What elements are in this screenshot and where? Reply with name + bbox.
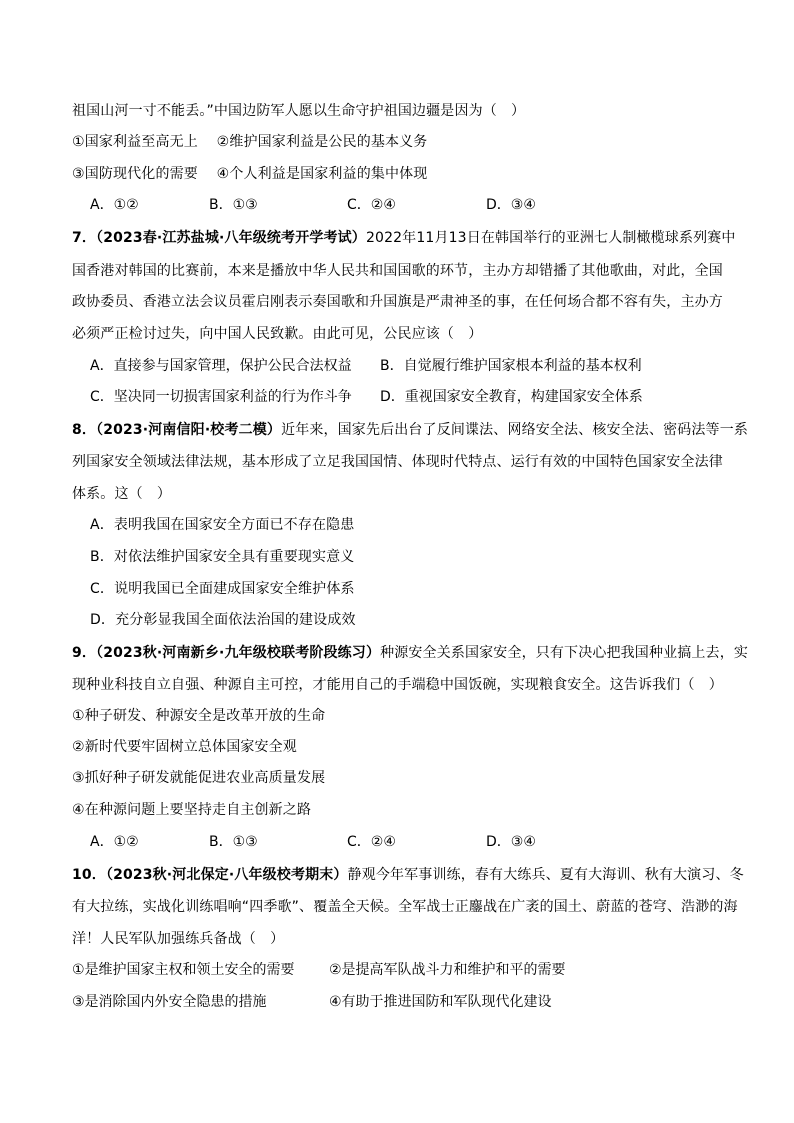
q9-statement-2: ②新时代要牢固树立总体国家安全观 — [72, 739, 297, 755]
q10-stem-line-1 — [72, 865, 744, 885]
q9-statement-1: ①种子研发、种源安全是改革开放的生命 — [72, 708, 326, 724]
q9-stem-line-1 — [72, 643, 748, 663]
q6-statements-2: ③国防现代化的需要 ④个人利益是国家利益的集中体现 — [72, 166, 428, 182]
q6-option-d: D．③④ — [486, 197, 536, 213]
q6-option-c: C．②④ — [347, 197, 396, 213]
q7-option-d: D．重视国家安全教育，构建国家安全体系 — [380, 389, 643, 405]
q7-option-b: B．自觉履行维护国家根本利益的基本权利 — [380, 358, 642, 374]
q7-stem-line-1 — [72, 228, 736, 248]
q10-statement-1: ①是维护国家主权和领土安全的需要 — [72, 962, 295, 978]
q8-option-c: C．说明我国已全面建成国家安全维护体系 — [90, 581, 355, 597]
q9-statement-4: ④在种源问题上要坚持走自主创新之路 — [72, 802, 312, 818]
q10-statements-row-2 — [0, 992, 794, 1012]
q10-stem-text: 静观今年军事训练，春有大练兵、夏有大海训、秋有大演习、冬 — [347, 867, 744, 883]
q8-option-b: B．对依法维护国家安全具有重要现实意义 — [90, 549, 355, 565]
q7-stem-line-3: 政协委员、香港立法会议员霍启刚表示奏国歌和升国旗是严肃神圣的事，在任何场合都不容有失，主办方 — [72, 294, 723, 310]
q10-source: （2023秋·河北保定·八年级校考期末） — [105, 867, 348, 883]
q9-option-b: B．①③ — [209, 834, 258, 850]
q10-number: 10． — [72, 867, 106, 883]
q10-statements-row-1 — [0, 960, 794, 980]
q7-stem-text: 2022年11月13日在韩国举行的亚洲七人制橄榄球系列赛中 — [365, 230, 736, 246]
q10-stem-line-3: 洋！人民军队加强练兵备战（ ） — [72, 931, 285, 947]
q9-option-c: C．②④ — [347, 834, 396, 850]
q8-stem-line-2: 列国家安全领域法律法规，基本形成了立足我国国情、体现时代特点、运行有效的中国特色国家安全法律 — [72, 454, 723, 470]
q10-statement-2: ②是提高军队战斗力和维护和平的需要 — [329, 962, 566, 978]
q9-option-d: D．③④ — [486, 834, 536, 850]
q8-stem-text: 近年来，国家先后出台了反间谍法、网络安全法、核安全法、密码法等一系 — [281, 422, 749, 438]
q7-number: 7． — [72, 230, 97, 246]
q7-source: （2023春·江苏盐城·八年级统考开学考试） — [96, 230, 366, 246]
q7-options-row-1 — [0, 356, 794, 376]
q8-option-a: A．表明我国在国家安全方面已不存在隐患 — [90, 517, 355, 533]
q6-stem-line: 祖国山河一寸不能丢。”中国边防军人愿以生命守护祖国边疆是因为（ ） — [72, 103, 526, 119]
q10-statement-4: ④有助于推进国防和军队现代化建设 — [329, 994, 552, 1010]
q6-options — [0, 195, 794, 215]
q8-option-d: D．充分彰显我国全面依法治国的建设成效 — [90, 612, 356, 628]
q8-stem-line-3: 体系。这（ ） — [72, 486, 172, 502]
q9-stem-line-2: 现种业科技自立自强、种源自主可控，才能用自己的手端稳中国饭碗，实现粮食安全。这告诉我们（ ） — [72, 677, 723, 693]
q6-statements-1: ①国家利益至高无上 ②维护国家利益是公民的基本义务 — [72, 134, 428, 150]
q9-option-a: A．①② — [90, 834, 139, 850]
q6-option-b: B．①③ — [209, 197, 258, 213]
q7-stem-line-2: 国香港对韩国的比赛前，本来是播放中华人民共和国国歌的环节，主办方却错播了其他歌曲，对此，全国 — [72, 263, 723, 279]
q7-stem-line-4: 必须严正检讨过失，向中国人民致歉。由此可见，公民应该（ ） — [72, 326, 483, 342]
q9-statement-3: ③抓好种子研发就能促进农业高质量发展 — [72, 770, 326, 786]
q9-options — [0, 832, 794, 852]
q9-number: 9． — [72, 645, 97, 661]
q9-source: （2023秋·河南新乡·九年级校联考阶段练习） — [96, 645, 381, 661]
q8-stem-line-1 — [72, 420, 748, 440]
q6-option-a: A．①② — [90, 197, 139, 213]
q10-statement-3: ③是消除国内外安全隐患的措施 — [72, 994, 267, 1010]
q7-option-c: C．坚决同一切损害国家利益的行为作斗争 — [90, 389, 352, 405]
q8-source: （2023·河南信阳·校考二模） — [96, 422, 282, 438]
q9-stem-text: 种源安全关系国家安全，只有下决心把我国种业搞上去，实 — [380, 645, 749, 661]
q10-stem-line-2: 有大拉练，实战化训练唱响“四季歌”、覆盖全天候。全军战士正鏖战在广袤的国土、蔚蓝的苍穹、浩渺的海 — [72, 899, 738, 915]
q8-number: 8． — [72, 422, 97, 438]
q7-option-a: A．直接参与国家管理，保护公民合法权益 — [90, 358, 352, 374]
q7-options-row-2 — [0, 387, 794, 407]
